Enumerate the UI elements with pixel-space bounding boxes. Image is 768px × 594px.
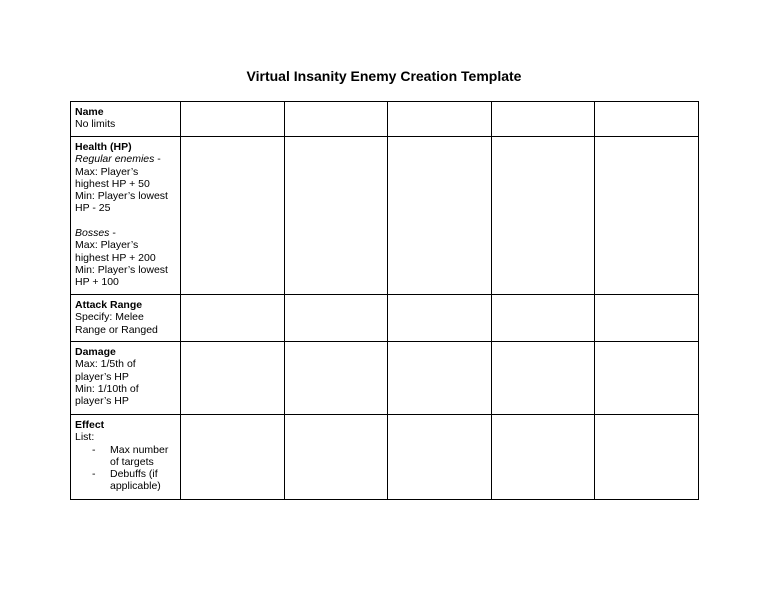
- effect-bullet-line: Max number: [110, 443, 169, 456]
- empty-cell[interactable]: [181, 102, 285, 137]
- empty-cell[interactable]: [595, 342, 699, 415]
- empty-cell[interactable]: [181, 137, 285, 295]
- table-row-attack-range: [71, 295, 699, 342]
- damage-line: Min: 1/10th of: [75, 382, 139, 395]
- bosses-label-line: [75, 227, 176, 239]
- empty-cell[interactable]: [181, 342, 285, 415]
- empty-cell[interactable]: [388, 137, 492, 295]
- regular-enemies-suffix: -: [154, 153, 161, 166]
- effect-bullet-line: Debuffs (if: [110, 468, 158, 481]
- empty-cell[interactable]: [595, 137, 699, 295]
- empty-cell[interactable]: [285, 137, 388, 295]
- regular-enemies-label: Regular enemies: [75, 153, 155, 166]
- effect-bullet-item: [75, 468, 176, 493]
- regular-line: Max: Player’s: [75, 165, 139, 178]
- effect-heading: Effect: [75, 419, 105, 431]
- empty-cell[interactable]: [181, 295, 285, 342]
- effect-bullet-line: of targets: [110, 455, 154, 468]
- row-header-effect: [71, 415, 181, 500]
- regular-line: HP - 25: [75, 202, 111, 215]
- empty-cell[interactable]: [492, 295, 595, 342]
- row-header-health: [71, 137, 181, 295]
- bosses-label: Bosses: [75, 227, 110, 240]
- attack-range-line: Range or Ranged: [75, 323, 158, 336]
- damage-line: player’s HP: [75, 370, 129, 383]
- row-header-attack-range: [71, 295, 181, 342]
- empty-cell[interactable]: [595, 415, 699, 500]
- empty-cell[interactable]: [595, 295, 699, 342]
- empty-cell[interactable]: [285, 295, 388, 342]
- empty-cell[interactable]: [388, 342, 492, 415]
- empty-cell[interactable]: [492, 137, 595, 295]
- bosses-line: Max: Player’s: [75, 239, 139, 252]
- empty-cell[interactable]: [492, 342, 595, 415]
- name-line: No limits: [75, 118, 116, 131]
- bosses-suffix: -: [109, 227, 116, 240]
- spacer: [75, 215, 176, 227]
- name-heading: Name: [75, 106, 104, 118]
- attack-range-heading: Attack Range: [75, 299, 143, 311]
- bullet-dash: -: [92, 468, 96, 481]
- attack-range-line: Specify: Melee: [75, 311, 144, 324]
- effect-bullet-item: [75, 444, 176, 469]
- damage-heading: Damage: [75, 346, 116, 358]
- empty-cell[interactable]: [388, 415, 492, 500]
- document-title: Virtual Insanity Enemy Creation Template: [246, 68, 522, 84]
- empty-cell[interactable]: [388, 295, 492, 342]
- damage-line: player’s HP: [75, 395, 129, 408]
- empty-cell[interactable]: [285, 342, 388, 415]
- empty-cell[interactable]: [492, 415, 595, 500]
- table-row-name: [71, 102, 699, 137]
- empty-cell[interactable]: [492, 102, 595, 137]
- regular-enemies-label-line: [75, 153, 176, 165]
- bosses-line: highest HP + 200: [75, 251, 156, 264]
- table-row-health: [71, 137, 699, 295]
- bosses-line: HP + 100: [75, 276, 119, 289]
- damage-line: Max: 1/5th of: [75, 358, 136, 371]
- bullet-dash: -: [92, 443, 96, 456]
- regular-line: Min: Player’s lowest: [75, 190, 168, 203]
- health-heading: Health (HP): [75, 141, 132, 153]
- row-header-name: [71, 102, 181, 137]
- empty-cell[interactable]: [285, 415, 388, 500]
- empty-cell[interactable]: [181, 415, 285, 500]
- enemy-template-table: [70, 101, 699, 500]
- bosses-line: Min: Player’s lowest: [75, 263, 168, 276]
- row-header-damage: [71, 342, 181, 415]
- effect-intro: List:: [75, 431, 95, 444]
- table-row-effect: [71, 415, 699, 500]
- empty-cell[interactable]: [388, 102, 492, 137]
- empty-cell[interactable]: [285, 102, 388, 137]
- effect-bullet-line: applicable): [110, 480, 161, 493]
- empty-cell[interactable]: [595, 102, 699, 137]
- regular-line: highest HP + 50: [75, 177, 150, 190]
- table-row-damage: [71, 342, 699, 415]
